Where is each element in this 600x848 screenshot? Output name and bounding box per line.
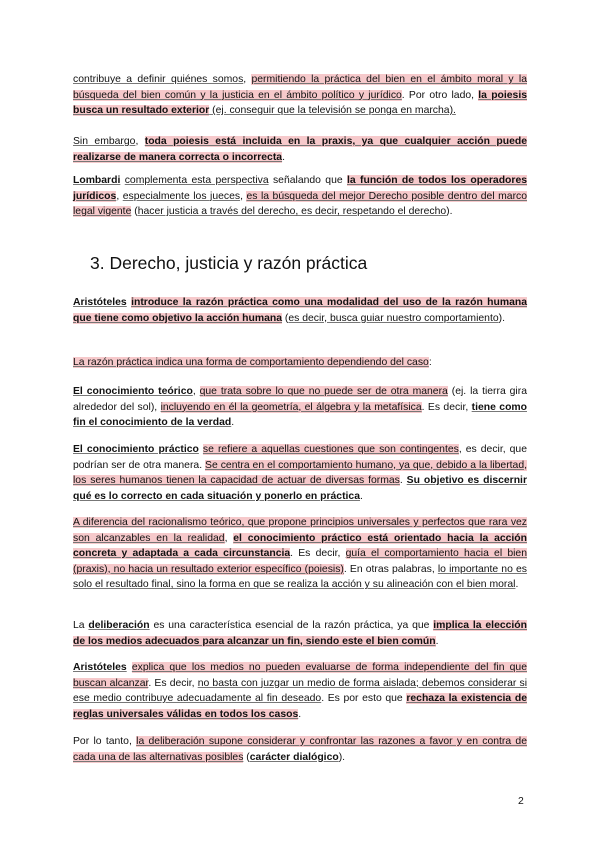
text-run: ). [498,312,505,324]
text-run: . Por otro lado, [401,89,479,101]
text-run: , [192,386,200,397]
text-run: . [360,490,363,502]
text-run: no basta con juzgar un medio de forma aislada; debemos considerar si ese medio contribuye adecuadamente al fin deseado [73,677,528,705]
text-run: . [282,151,285,163]
text-run: . En otras palabras, [343,563,438,575]
paragraph-practical-reason-behaviour [73,355,527,371]
text-run: señalando que [268,175,347,186]
text-run: especialmente los jueces [122,190,241,202]
paragraph-lombardi [73,173,527,220]
text-run: A diferencia del racionalismo teórico, que propone principios universales y perfectos que rara vez son alcanzables en la realidad [73,517,527,544]
text-run: rechaza la existencia de reglas universales válidas en todos los casos [73,693,527,720]
page-number: 2 [518,796,524,807]
paragraph-practical-knowledge [73,442,527,504]
text-run: es decir, busca guiar nuestro comportamiento [288,312,499,324]
text-run: se refiere a aquellas cuestiones que son contingentes [202,444,459,455]
text-run: permitiendo la práctica del bien en el ámbito moral [251,74,504,85]
text-run: introduce la razón práctica como una modalidad del uso de la razón humana que tiene como objetivo la acción humana [73,297,527,324]
text-run: la deliberación supone considerar y confrontar las razones a favor y en contra de cada una de las alternativas posibles [73,736,527,763]
text-run: . [298,708,302,720]
text-run: ( [243,751,250,763]
text-run: . Es decir, [290,548,346,560]
text-run: El conocimiento teórico [73,386,193,397]
text-run: la poiesis busca un resultado exterior [73,89,527,117]
text-run: ( [282,312,289,324]
text-run: . [515,579,519,591]
text-run: contribuye a definir quiénes somos [73,74,244,85]
text-run: Aristóteles [73,297,127,308]
text-run: Lombardi [73,175,121,186]
text-run: (ej. la tierra gira alrededor del sol), [73,386,527,413]
text-run: ). [446,206,453,218]
text-run: Su objetivo es discernir qué es lo correcto en cada situación y ponerlo en práctica [73,475,527,502]
text-run: deliberación [88,620,150,631]
text-run: que trata sobre lo que no puede ser de otra manera [199,386,448,397]
text-run: ( [131,206,138,218]
text-run: Sin embargo [73,136,136,147]
paragraph-poiesis-praxis [73,134,527,165]
paragraph-theoretical-knowledge [73,384,527,431]
text-run: hacer justicia a través del derecho, es decir, respetando el derecho [137,206,447,218]
text-run: ). [338,751,346,763]
text-run: la función de todos los operadores jurídicos [73,175,528,202]
text-run: lo importante no es solo el resultado final, sino la forma en que se realiza la acción y su alineación con el bien moral [73,563,527,591]
text-run: La [73,620,89,631]
text-run: . Es decir, [148,677,198,689]
paragraph-dialogic [73,734,527,765]
text-run: , es decir, que podrían ser de otra manera. [73,444,527,471]
text-run: : [428,357,432,368]
paragraph-deliberation [73,618,527,649]
text-run: toda poiesis está incluida en la praxis, ya que cualquier acción puede realizarse de manera correcta o incorrecta [73,136,527,163]
paragraph-rationalism-contrast [73,515,527,593]
text-run: , [243,74,252,85]
text-run: . Es por esto que [321,693,407,705]
text-run: , [135,136,145,147]
text-run: , [224,532,234,544]
text-run: , [240,190,247,202]
text-run: y la búsqueda del bien común y la justicia en el ámbito político y jurídico [73,74,527,101]
text-run: tiene como fin el conocimiento de la verdad [73,401,527,429]
text-run: es una característica esencial de la razón práctica, ya que [149,620,434,631]
text-run: explica que los medios no pueden evaluarse de forma independiente del fin que buscan alcanzar [73,662,527,689]
text-run: incluyendo en él la geometría, el álgebra y la metafísica [160,401,422,413]
text-run: guía el comportamiento hacia el bien (praxis), no hacia un resultado exterior específico (poiesis) [73,548,527,575]
text-run: complementa esta perspectiva [124,175,269,186]
text-run: El conocimiento práctico [73,444,199,455]
text-run: , [116,190,123,202]
text-run: . [231,417,235,429]
text-run: . Es decir, [421,401,472,413]
paragraph-practical-reason-intro [73,295,527,326]
paragraph-poiesis-result [73,72,527,119]
text-run: el conocimiento práctico está orientado hacia la acción concreta y adaptada a cada circunstancia [73,532,527,560]
text-run: es la búsqueda del mejor Derecho posible dentro del marco legal vigente [73,190,528,218]
text-run: carácter dialógico [249,751,339,763]
text-run: La razón práctica indica una forma de comportamiento dependiendo del caso [73,357,429,368]
text-run: . [399,475,407,487]
text-run: . [435,635,439,647]
text-run: (ej. conseguir que la televisión se ponga en marcha). [209,105,456,117]
section-heading: 3. Derecho, justicia y razón práctica [90,253,368,273]
text-run: Se centra en el comportamiento humano, ya que, debido a la libertad, los seres humanos tienen la capacidad de actuar de diversas formas [73,459,527,487]
text-run: Aristóteles [73,662,127,673]
paragraph-means-ends [73,660,527,722]
text-run: implica la elección de los medios adecuados para alcanzar un fin, siendo este el bien común [73,620,527,647]
text-run: Por lo tanto, [73,736,137,747]
